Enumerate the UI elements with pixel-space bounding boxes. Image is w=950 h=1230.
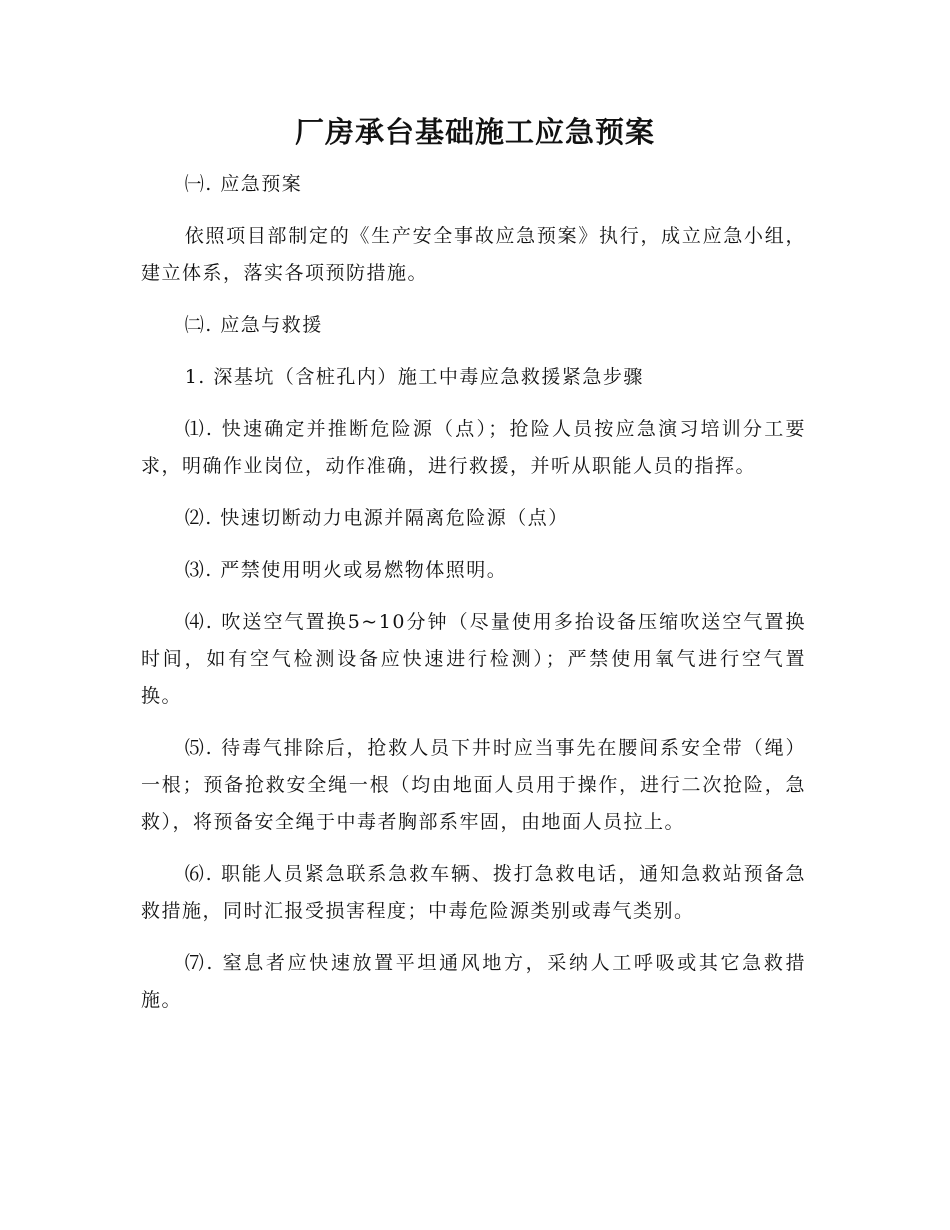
document-body <box>141 166 806 1034</box>
document-title: 厂房承台基础施工应急预案 <box>294 115 655 149</box>
section-heading-emergency-plan: ㈠. 应急预案 <box>184 173 303 195</box>
list-item-step-5: ⑸. 待毒气排除后，抢救人员下井时应当事先在腰间系安全带（绳）一根；预备抢救安全绳一根（均由地面人员用于操作，进行二次抢险，急救），将预备安全绳于中毒者胸部系牢固，由地面人员拉上。 <box>141 737 806 833</box>
paragraph-plan-description: 依照项目部制定的《生产安全事故应急预案》执行，成立应急小组，建立体系，落实各项预防措施。 <box>141 225 806 284</box>
subsection-heading-deep-pit-poisoning: 1. 深基坑（含桩孔内）施工中毒应急救援紧急步骤 <box>184 366 644 388</box>
list-item-step-7: ⑺. 窒息者应快速放置平坦通风地方，采纳人工呼吸或其它急救措施。 <box>141 952 806 1011</box>
list-item-step-6: ⑹. 职能人员紧急联系急救车辆、拨打急救电话，通知急救站预备急救措施，同时汇报受损害程度；中毒危险源类别或毒气类别。 <box>141 863 806 922</box>
list-item-step-3: ⑶. 严禁使用明火或易燃物体照明。 <box>184 559 508 581</box>
section-heading-emergency-rescue: ㈡. 应急与救援 <box>184 314 323 336</box>
list-item-step-1: ⑴. 快速确定并推断危险源（点）；抢险人员按应急演习培训分工要求，明确作业岗位，动作准确，进行救援，并听从职能人员的指挥。 <box>141 418 806 477</box>
list-item-step-4: ⑷. 吹送空气置换5~10分钟（尽量使用多抬设备压缩吹送空气置换时间，如有空气检测设备应快速进行检测）；严禁使用氧气进行空气置换。 <box>141 611 806 707</box>
list-item-step-2: ⑵. 快速切断动力电源并隔离危险源（点） <box>184 507 569 529</box>
